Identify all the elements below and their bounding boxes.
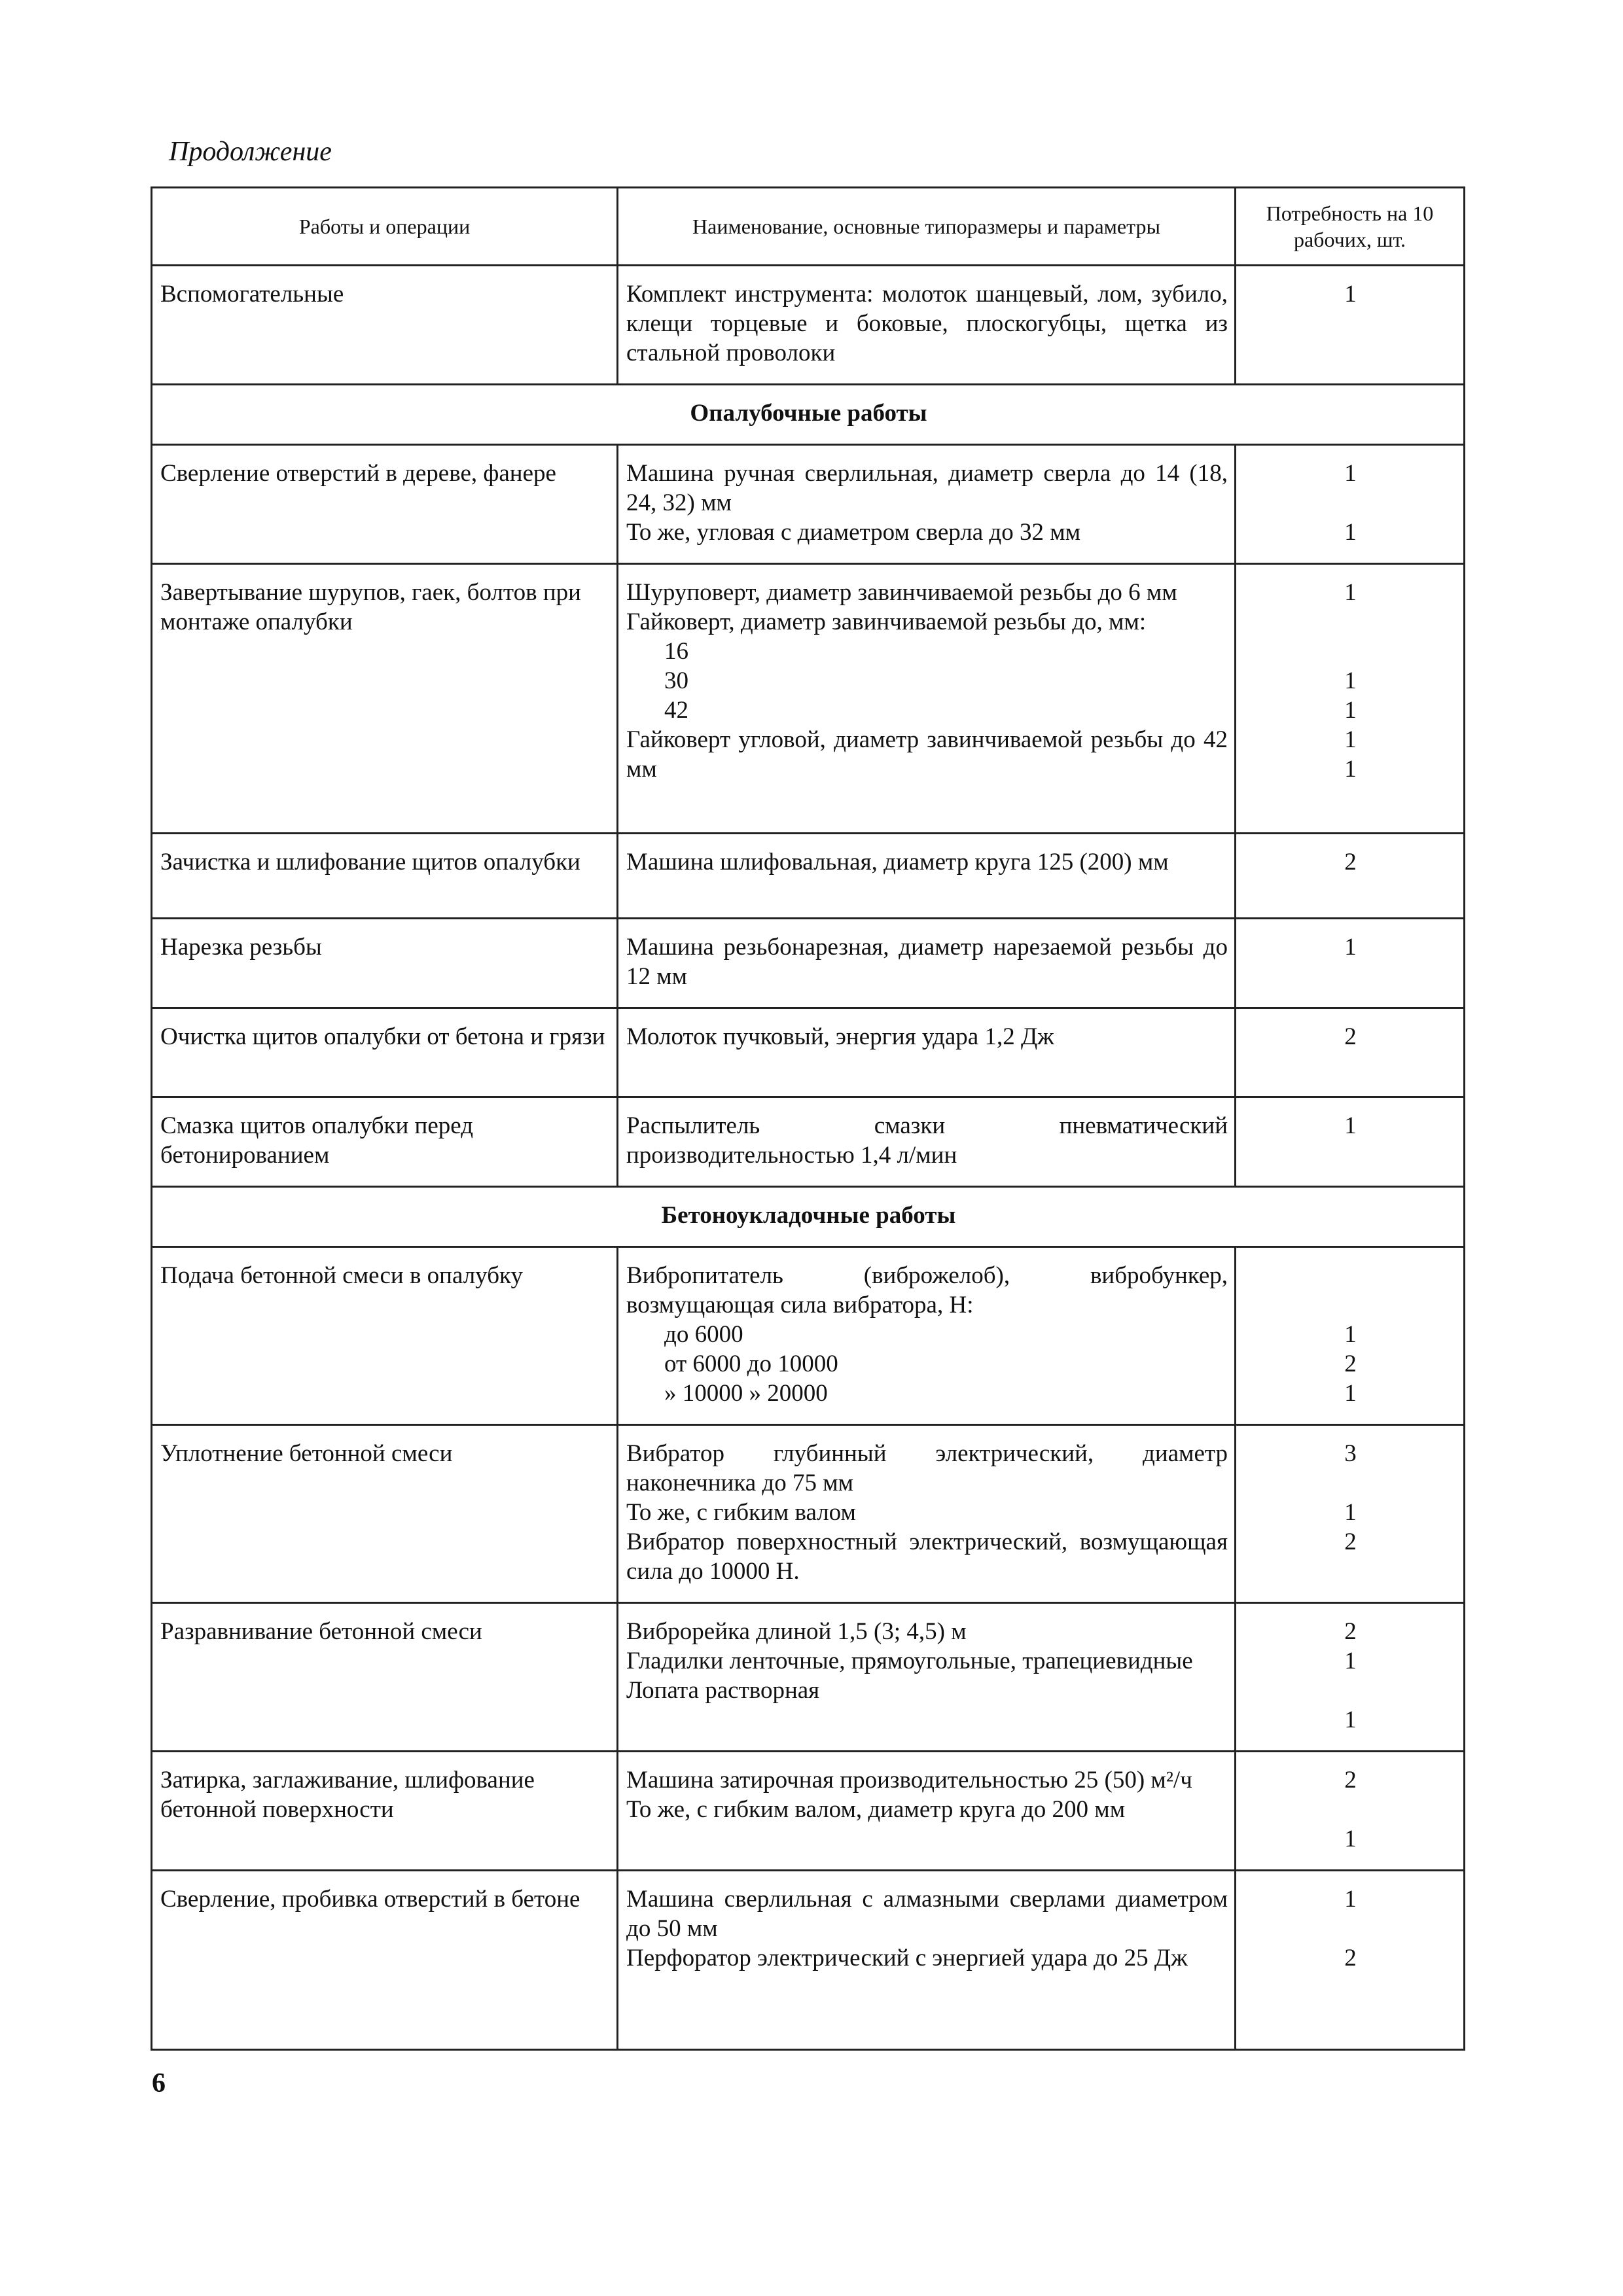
operation-cell: Сверление, пробивка отверстий в бетоне xyxy=(152,1871,618,2050)
need-value: 1 xyxy=(1344,1321,1357,1348)
operation-cell: Вспомогательные xyxy=(152,266,618,385)
description-cell xyxy=(618,445,1236,564)
need-value: 2 xyxy=(1344,1618,1357,1645)
need-value: 2 xyxy=(1344,1528,1357,1555)
need-value: 2 xyxy=(1344,849,1357,875)
need-value xyxy=(1244,607,1457,637)
need-value xyxy=(1244,1914,1457,1943)
col-header-need: Потребность на 10 рабочих, шт. xyxy=(1236,188,1465,266)
need-value: 1 xyxy=(1344,1112,1357,1139)
need-value: 1 xyxy=(1344,667,1357,694)
need-value: 1 xyxy=(1344,1886,1357,1913)
description-cell xyxy=(618,1247,1236,1425)
need-value: 1 xyxy=(1344,934,1357,961)
description-cell xyxy=(618,1008,1236,1097)
description-cell xyxy=(618,919,1236,1008)
need-value: 1 xyxy=(1344,756,1357,783)
description-line: Гайковерт угловой, диаметр завинчиваемой резьбы до 42 мм xyxy=(626,726,1228,783)
need-cell xyxy=(1236,919,1465,1008)
need-value xyxy=(1244,1795,1457,1824)
description-line: Машина сверлильная с алмазными сверлами диаметром до 50 мм xyxy=(626,1886,1228,1942)
description-line: То же, с гибким валом xyxy=(626,1499,856,1526)
description-line: Вибратор глубинный электрический, диаметр наконечника до 75 мм xyxy=(626,1440,1228,1496)
description-line: 42 xyxy=(664,697,688,724)
operation-cell: Разравнивание бетонной смеси xyxy=(152,1603,618,1752)
description-line: То же, с гибким валом, диаметр круга до 200 мм xyxy=(626,1796,1126,1823)
table-row xyxy=(152,1752,1465,1871)
description-cell xyxy=(618,1603,1236,1752)
description-line: Гладилки ленточные, прямоугольные, трапециевидные xyxy=(626,1648,1193,1674)
table-row xyxy=(152,1247,1465,1425)
description-line: Лопата растворная xyxy=(626,1677,820,1704)
table-row xyxy=(152,919,1465,1008)
description-cell xyxy=(618,564,1236,834)
table-row xyxy=(152,564,1465,834)
description-line: Вибратор поверхностный электрический, возмущающая сила до 10000 Н. xyxy=(626,1528,1228,1585)
need-cell xyxy=(1236,1247,1465,1425)
need-value: 1 xyxy=(1344,579,1357,606)
operation-cell: Подача бетонной смеси в опалубку xyxy=(152,1247,618,1425)
description-cell xyxy=(618,266,1236,385)
operation-cell: Смазка щитов опалубки перед бетонированием xyxy=(152,1097,618,1187)
description-line: Машина шлифовальная, диаметр круга 125 (200) мм xyxy=(626,849,1169,875)
table-row xyxy=(152,1097,1465,1187)
need-cell xyxy=(1236,266,1465,385)
description-line: 16 xyxy=(664,638,688,665)
operation-cell: Очистка щитов опалубки от бетона и грязи xyxy=(152,1008,618,1097)
table-row xyxy=(152,834,1465,919)
need-cell xyxy=(1236,1008,1465,1097)
table-row xyxy=(152,445,1465,564)
description-line: Комплект инструмента: молоток шанцевый, лом, зубило, клещи торцевые и боковые, плоскогубцы, щетка из стальной проволоки xyxy=(626,281,1228,366)
description-line: Машина ручная сверлильная, диаметр сверла до 14 (18, 24, 32) мм xyxy=(626,460,1228,516)
table-row xyxy=(152,266,1465,385)
description-line: Машина затирочная производительностью 25 (50) м²/ч xyxy=(626,1767,1192,1793)
need-value: 3 xyxy=(1344,1440,1357,1467)
section-title: Опалубочные работы xyxy=(152,385,1465,445)
description-line: Вибропитатель (виброжелоб), вибробункер, возмущающая сила вибратора, Н: xyxy=(626,1262,1228,1318)
operation-cell: Сверление отверстий в дереве, фанере xyxy=(152,445,618,564)
description-line: Машина резьбонарезная, диаметр нарезаемой резьбы до 12 мм xyxy=(626,934,1228,990)
need-cell xyxy=(1236,1603,1465,1752)
need-cell xyxy=(1236,1097,1465,1187)
description-line: Виброрейка длиной 1,5 (3; 4,5) м xyxy=(626,1618,967,1645)
need-value xyxy=(1244,1468,1457,1498)
need-value: 2 xyxy=(1344,1023,1357,1050)
need-value: 1 xyxy=(1344,697,1357,724)
need-value xyxy=(1244,1676,1457,1705)
description-line: Перфоратор электрический с энергией удара до 25 Дж xyxy=(626,1945,1188,1971)
need-value: 2 xyxy=(1344,1767,1357,1793)
need-cell xyxy=(1236,564,1465,834)
table-row xyxy=(152,1425,1465,1603)
need-value: 1 xyxy=(1344,1706,1357,1733)
col-header-operations: Работы и операции xyxy=(152,188,618,266)
need-value xyxy=(1244,1290,1457,1320)
tools-table xyxy=(151,186,1465,2051)
table-header-row xyxy=(152,188,1465,266)
need-cell xyxy=(1236,445,1465,564)
need-value: 2 xyxy=(1344,1945,1357,1971)
description-cell xyxy=(618,834,1236,919)
need-value: 1 xyxy=(1344,726,1357,753)
description-line: Шуруповерт, диаметр завинчиваемой резьбы до 6 мм xyxy=(626,579,1177,606)
table-row xyxy=(152,1603,1465,1752)
description-cell xyxy=(618,1752,1236,1871)
need-cell xyxy=(1236,1752,1465,1871)
need-value: 1 xyxy=(1344,1648,1357,1674)
description-line: » 10000 » 20000 xyxy=(664,1380,828,1407)
description-line: Гайковерт, диаметр завинчиваемой резьбы до, мм: xyxy=(626,609,1147,635)
section-title: Бетоноукладочные работы xyxy=(152,1187,1465,1247)
page-number: 6 xyxy=(152,2068,166,2098)
need-cell xyxy=(1236,834,1465,919)
need-value xyxy=(1244,488,1457,518)
description-line: Распылитель смазки пневматический производительностью 1,4 л/мин xyxy=(626,1112,1228,1169)
col-header-name-params: Наименование, основные типоразмеры и параметры xyxy=(618,188,1236,266)
continuation-label: Продолжение xyxy=(169,137,332,167)
operation-cell: Уплотнение бетонной смеси xyxy=(152,1425,618,1603)
description-cell xyxy=(618,1097,1236,1187)
need-cell xyxy=(1236,1871,1465,2050)
need-cell xyxy=(1236,1425,1465,1603)
need-value: 1 xyxy=(1344,1380,1357,1407)
table-row xyxy=(152,1871,1465,2050)
description-line: 30 xyxy=(664,667,688,694)
description-cell xyxy=(618,1871,1236,2050)
operation-cell: Завертывание шурупов, гаек, болтов при монтаже опалубки xyxy=(152,564,618,834)
description-line: от 6000 до 10000 xyxy=(664,1351,838,1377)
description-cell xyxy=(618,1425,1236,1603)
section-row xyxy=(152,385,1465,445)
need-value: 1 xyxy=(1344,519,1357,546)
operation-cell: Нарезка резьбы xyxy=(152,919,618,1008)
operation-cell: Затирка, заглаживание, шлифование бетонной поверхности xyxy=(152,1752,618,1871)
description-line: до 6000 xyxy=(664,1321,743,1348)
operation-cell: Зачистка и шлифование щитов опалубки xyxy=(152,834,618,919)
description-line: То же, угловая с диаметром сверла до 32 мм xyxy=(626,519,1081,546)
need-value: 1 xyxy=(1344,281,1357,308)
need-value: 1 xyxy=(1344,1826,1357,1852)
need-value xyxy=(1244,637,1457,666)
table-row xyxy=(152,1008,1465,1097)
section-row xyxy=(152,1187,1465,1247)
need-value: 2 xyxy=(1344,1351,1357,1377)
description-line: Молоток пучковый, энергия удара 1,2 Дж xyxy=(626,1023,1054,1050)
need-value: 1 xyxy=(1344,1499,1357,1526)
need-value xyxy=(1244,1261,1457,1290)
need-value: 1 xyxy=(1344,460,1357,487)
